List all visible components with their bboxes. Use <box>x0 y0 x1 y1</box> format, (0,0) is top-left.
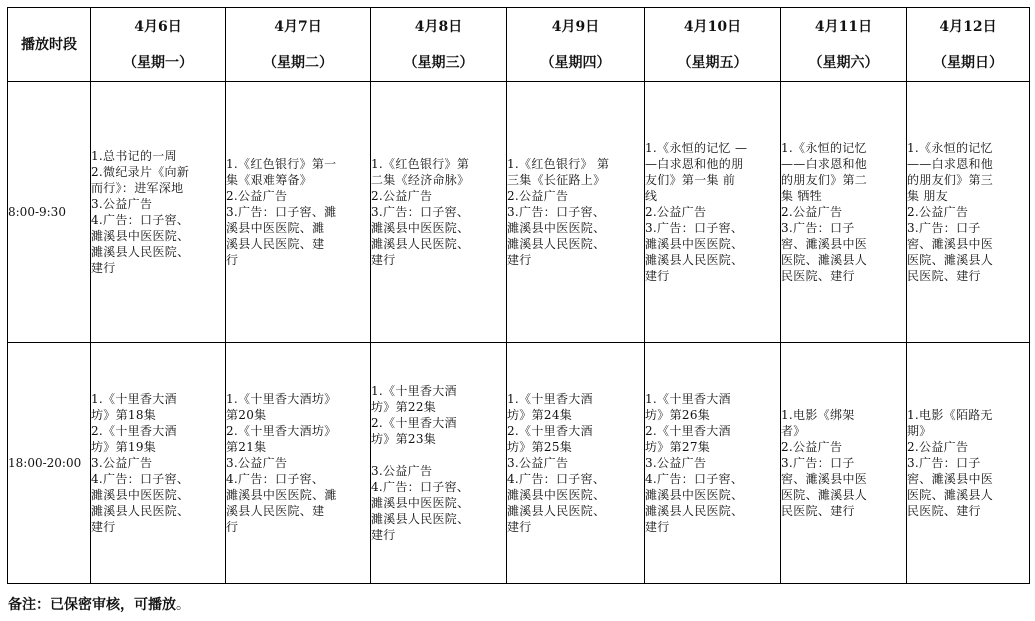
day-date: 4月9日 <box>551 18 600 35</box>
program-line: 濉溪县中医医院、 <box>507 488 606 502</box>
program-line: 4.广告：口子窖、 <box>507 472 606 486</box>
program-line: 濉溪县中医医院、 <box>91 229 190 243</box>
program-line: 2.公益广告 <box>907 440 969 454</box>
program-line: 医院、濉溪县人 <box>781 253 868 267</box>
program-line: 3.广告：口子窖、 <box>645 221 744 235</box>
program-cell <box>507 82 645 343</box>
program-line: 坊》第23集 <box>371 432 437 446</box>
program-line: 3.广告：口子 <box>781 221 855 235</box>
day-weekday: （星期六） <box>808 54 879 71</box>
program-line: 濉溪县人民医院、 <box>91 245 190 259</box>
program-line: 3.广告：口子窖、濉 <box>226 205 337 219</box>
program-line: 1.《永恒的记忆 — <box>645 141 748 155</box>
program-line: 1.总书记的一周 <box>91 149 177 163</box>
program-line: 溪县中医医院、濉 <box>226 221 325 235</box>
program-line: 濉溪县中医医院、 <box>645 237 744 251</box>
program-line: 3.广告：口子 <box>907 221 981 235</box>
program-line: 1.《十里香大酒 <box>91 392 177 406</box>
program-line: 坊》第24集 <box>507 408 573 422</box>
day-header <box>507 8 645 82</box>
program-line: 建行 <box>507 253 532 267</box>
program-cell <box>91 343 226 584</box>
program-line: 4.广告：口子窖、 <box>645 472 744 486</box>
program-line: 濉溪县人民医院、 <box>371 512 470 526</box>
program-line: 3.公益广告 <box>91 456 153 470</box>
program-line: 溪县人民医院、建 <box>226 504 325 518</box>
program-line: 1.《红色银行》 第 <box>507 157 610 171</box>
footnote-period: 。 <box>176 597 190 613</box>
program-line: 濉溪县中医医院、 <box>507 221 606 235</box>
program-line: 坊》第25集 <box>507 440 573 454</box>
program-line: 濉溪县人民医院、 <box>371 237 470 251</box>
program-line: 者》 <box>781 424 806 438</box>
day-weekday: （星期四） <box>540 54 611 71</box>
day-weekday: （星期一） <box>123 54 193 71</box>
time-slot: 18:00-20:00 <box>8 343 91 584</box>
program-line: 建行 <box>645 269 670 283</box>
program-line: 1.《红色银行》第 <box>371 157 470 171</box>
program-line: 建行 <box>371 528 396 542</box>
program-line: 建行 <box>371 253 396 267</box>
broadcast-schedule-table <box>7 7 1030 584</box>
program-line: 窖、濉溪县中医 <box>907 237 994 251</box>
program-line: ——白求恩和他 <box>907 157 994 171</box>
program-line: 而行》：进军深地 <box>91 181 184 195</box>
program-line: 民医院、建行 <box>907 504 981 518</box>
program-line: 建行 <box>645 520 670 534</box>
program-line: 1.《红色银行》第一 <box>226 157 337 171</box>
program-cell <box>226 343 371 584</box>
day-weekday: （星期三） <box>403 54 474 71</box>
program-line: 坊》第27集 <box>645 440 711 454</box>
table-row <box>8 82 1030 343</box>
program-line: 1.《十里香大酒 <box>507 392 593 406</box>
program-line: 建行 <box>507 520 532 534</box>
program-line: 濉溪县中医医院、 <box>645 488 744 502</box>
program-line: 3.广告：口子窖、 <box>371 205 470 219</box>
program-line: 行 <box>226 253 239 267</box>
program-line: 3.公益广告 <box>226 456 288 470</box>
program-line: 2.《十里香大酒坊》 <box>226 424 337 438</box>
program-cell <box>781 343 907 584</box>
day-header <box>226 8 371 82</box>
program-line: 濉溪县人民医院、 <box>507 237 606 251</box>
day-date: 4月8日 <box>414 18 463 35</box>
program-line: 民医院、建行 <box>907 269 981 283</box>
program-line: 3.广告：口子 <box>907 456 981 470</box>
footnote-label: 备注：已保密审核，可播放 <box>8 597 176 613</box>
program-line: 的朋友们》第三 <box>907 173 994 187</box>
program-cell <box>645 343 781 584</box>
program-line: 1.《永恒的记忆 <box>781 141 867 155</box>
program-line: 濉溪县人民医院、 <box>645 253 744 267</box>
program-line: 坊》第22集 <box>371 400 437 414</box>
program-line: 3.广告：口子 <box>781 456 855 470</box>
program-line: 4.广告：口子窖、 <box>91 213 190 227</box>
program-line: 3.公益广告 <box>645 456 707 470</box>
day-header <box>371 8 507 82</box>
program-cell <box>781 82 907 343</box>
program-line: 窖、濉溪县中医 <box>781 472 868 486</box>
day-weekday: （星期日） <box>933 54 1003 71</box>
day-date: 4月11日 <box>814 18 873 35</box>
program-line: 1.《十里香大酒坊》 <box>226 392 337 406</box>
program-line: 2.公益广告 <box>226 189 288 203</box>
program-line: 2.微纪录片《向新 <box>91 165 190 179</box>
program-line: 2.公益广告 <box>907 205 969 219</box>
program-line: 1.《十里香大酒 <box>371 384 457 398</box>
program-line: 1.电影《绑架 <box>781 408 855 422</box>
day-header <box>781 8 907 82</box>
program-line: 二集《经济命脉》 <box>371 173 470 187</box>
program-line: 3.公益广告 <box>371 464 433 478</box>
program-line: 濉溪县人民医院、 <box>507 504 606 518</box>
table-row <box>8 343 1030 584</box>
program-line: 第20集 <box>226 408 267 422</box>
program-line: 集 牺牲 <box>781 189 823 203</box>
program-line: 建行 <box>91 520 116 534</box>
program-line: 3.公益广告 <box>507 456 569 470</box>
program-line: 行 <box>226 520 239 534</box>
day-header <box>91 8 226 82</box>
program-line: 医院、濉溪县人 <box>781 488 868 502</box>
program-line: 濉溪县中医医院、 <box>371 221 470 235</box>
program-line: 2.公益广告 <box>371 189 433 203</box>
program-cell <box>907 343 1030 584</box>
day-date: 4月10日 <box>683 18 742 35</box>
program-line: 4.广告：口子窖、 <box>226 472 325 486</box>
program-line <box>371 447 506 463</box>
day-date: 4月6日 <box>134 18 182 35</box>
program-line: 3.公益广告 <box>91 197 153 211</box>
program-cell <box>645 82 781 343</box>
program-line: 集《艰难筹备》 <box>226 173 313 187</box>
program-line: 2.公益广告 <box>645 205 707 219</box>
header-row <box>8 8 1030 82</box>
program-line: 友们》第一集 前 <box>645 173 736 187</box>
program-line: 2.公益广告 <box>781 440 843 454</box>
program-line: 医院、濉溪县人 <box>907 253 994 267</box>
program-line: 2.《十里香大酒 <box>371 416 457 430</box>
program-cell <box>371 82 507 343</box>
program-line: 期》 <box>907 424 932 438</box>
slot-column-header: 播放时段 <box>8 8 91 82</box>
program-line: 1.《十里香大酒 <box>645 392 731 406</box>
program-line: 医院、濉溪县人 <box>907 488 994 502</box>
program-line: 濉溪县人民医院、 <box>91 504 190 518</box>
time-slot: 8:00-9:30 <box>8 82 91 343</box>
program-line: 民医院、建行 <box>781 269 855 283</box>
program-line: 民医院、建行 <box>781 504 855 518</box>
program-cell <box>91 82 226 343</box>
program-line: 3.广告：口子窖、 <box>507 205 606 219</box>
program-cell <box>907 82 1030 343</box>
program-line: 2.《十里香大酒 <box>91 424 177 438</box>
program-line: 溪县人民医院、建 <box>226 237 325 251</box>
program-line: 濉溪县中医医院、濉 <box>226 488 337 502</box>
program-line: 线 <box>645 189 658 203</box>
program-line: 坊》第26集 <box>645 408 711 422</box>
program-line: 2.公益广告 <box>781 205 843 219</box>
program-cell <box>226 82 371 343</box>
program-line: 濉溪县中医医院、 <box>91 488 190 502</box>
program-line: 濉溪县中医医院、 <box>371 496 470 510</box>
day-date: 4月12日 <box>939 18 997 35</box>
program-line: 建行 <box>91 261 116 275</box>
day-header <box>645 8 781 82</box>
program-line: —白求恩和他的朋 <box>645 157 744 171</box>
program-line: 2.《十里香大酒 <box>507 424 593 438</box>
program-line: 2.公益广告 <box>507 189 569 203</box>
program-line: 4.广告：口子窖、 <box>371 480 470 494</box>
day-date: 4月7日 <box>274 18 322 35</box>
program-line: 集 朋友 <box>907 189 949 203</box>
program-line: 2.《十里香大酒 <box>645 424 731 438</box>
program-line: 窖、濉溪县中医 <box>781 237 868 251</box>
program-line: 三集《长征路上》 <box>507 173 606 187</box>
day-header <box>907 8 1030 82</box>
program-line: 1.电影《陌路无 <box>907 408 993 422</box>
program-line: 第21集 <box>226 440 267 454</box>
footnote <box>8 594 190 614</box>
day-weekday: （星期二） <box>263 54 333 71</box>
program-cell <box>371 343 507 584</box>
program-line: 1.《永恒的记忆 <box>907 141 993 155</box>
program-line: 4.广告：口子窖、 <box>91 472 190 486</box>
program-line: ——白求恩和他 <box>781 157 868 171</box>
program-line: 的朋友们》第二 <box>781 173 868 187</box>
program-line: 坊》第19集 <box>91 440 157 454</box>
program-line: 濉溪县人民医院、 <box>645 504 744 518</box>
program-line: 窖、濉溪县中医 <box>907 472 994 486</box>
program-line: 坊》第18集 <box>91 408 157 422</box>
program-cell <box>507 343 645 584</box>
day-weekday: （星期五） <box>677 54 748 71</box>
